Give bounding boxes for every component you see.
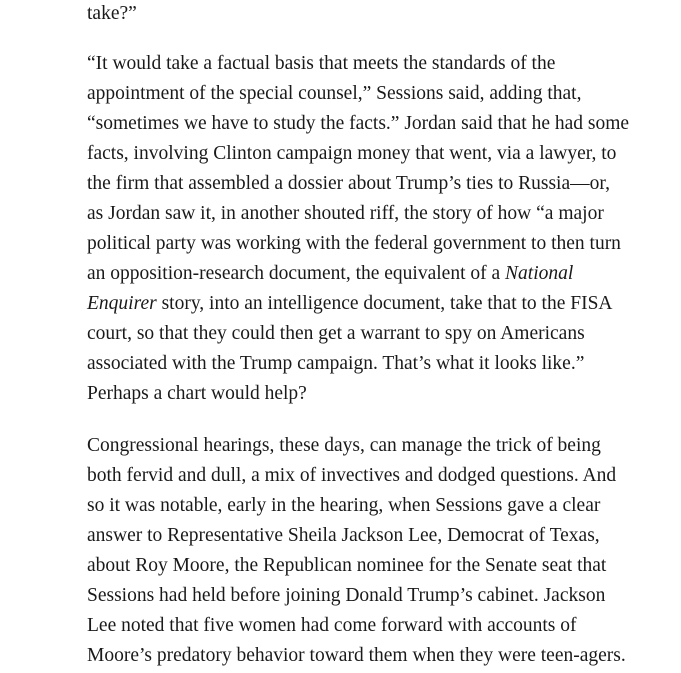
text-line: take?”	[87, 3, 137, 24]
text-line: “It would take a factual basis that meets the standards of the	[87, 53, 556, 74]
text-line: about Roy Moore, the Republican nominee for the Senate seat that	[87, 555, 607, 576]
text-line: Lee noted that five women had come forward with accounts of	[87, 615, 577, 636]
text-line: Perhaps a chart would help?	[87, 383, 307, 404]
paragraph-fragment	[87, 0, 137, 29]
text-line: answer to Representative Sheila Jackson Lee, Democrat of Texas,	[87, 525, 600, 546]
paragraph-jordan-sessions	[87, 49, 629, 409]
text-line: so it was notable, early in the hearing, when Sessions gave a clear	[87, 495, 601, 516]
paragraph-congressional-hearings	[87, 431, 626, 671]
text-line: Sessions had held before joining Donald Trump’s cabinet. Jackson	[87, 585, 606, 606]
text-line-roman: an opposition-research document, the equivalent of a	[87, 263, 506, 284]
publication-title-italic: Enquirer	[87, 293, 157, 314]
publication-title-italic: National	[505, 263, 574, 284]
text-line: “sometimes we have to study the facts.” Jordan said that he had some	[87, 113, 630, 134]
text-line: the firm that assembled a dossier about Trump’s ties to Russia—or,	[87, 173, 610, 194]
text-line	[87, 259, 629, 289]
text-line: court, so that they could then get a warrant to spy on Americans	[87, 323, 585, 344]
text-line: both fervid and dull, a mix of invectives and dodged questions. And	[87, 465, 617, 486]
text-line: Congressional hearings, these days, can manage the trick of being	[87, 435, 601, 456]
text-line: appointment of the special counsel,” Sessions said, adding that,	[87, 83, 582, 104]
text-line-roman: story, into an intelligence document, take that to the FISA	[156, 293, 613, 314]
text-line: political party was working with the federal government to then turn	[87, 233, 621, 254]
text-line: as Jordan saw it, in another shouted riff, the story of how “a major	[87, 203, 604, 224]
text-line: Moore’s predatory behavior toward them when they were teen-agers.	[87, 645, 626, 666]
text-line	[87, 289, 629, 319]
text-line: facts, involving Clinton campaign money that went, via a lawyer, to	[87, 143, 617, 164]
text-line: associated with the Trump campaign. That’s what it looks like.”	[87, 353, 585, 374]
